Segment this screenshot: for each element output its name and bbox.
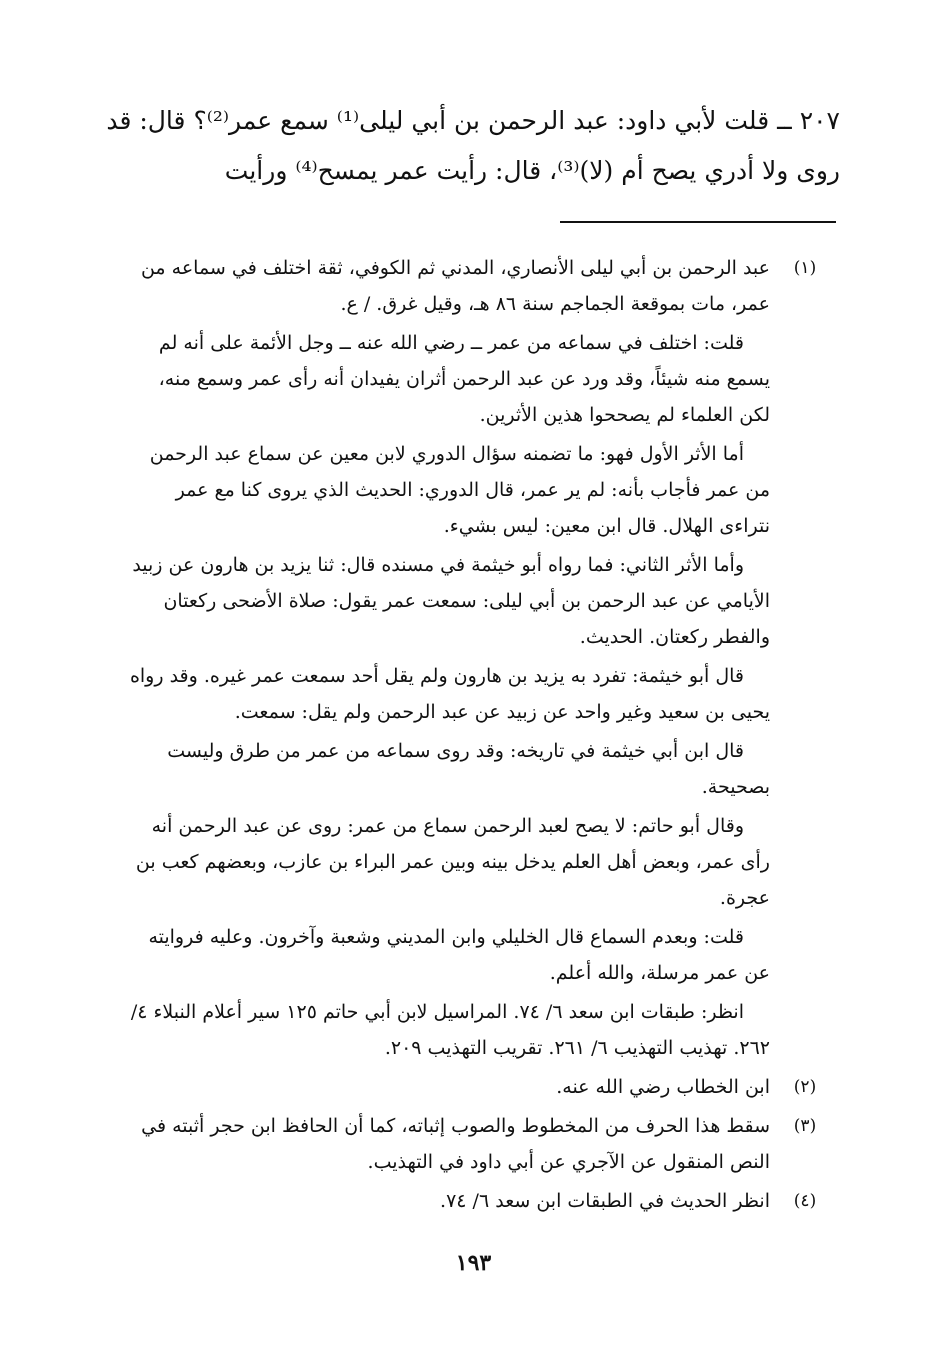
footnote-3 — [128, 1108, 838, 1180]
footnote-paragraph: قال أبو خيثمة: تفرد به يزيد بن هارون ولم يقل أحد سمعت عمر غيره. وقد رواه يحيى بن سعيد وغير واحد عن زبيد عن عبد الرحمن ولم يقل: سمعت. — [129, 665, 770, 723]
footnotes — [128, 250, 838, 1222]
footnote-paragraph: سقط هذا الحرف من المخطوط والصوب إثباته، كما أن الحافظ ابن حجر أثبته في النص المنقول عن الآجري عن أبي داود في التهذيب. — [141, 1115, 770, 1173]
footnote-paragraph: انظر الحديث في الطبقات ابن سعد ٦/ ٧٤. — [440, 1190, 770, 1212]
page-number: ١٩٣ — [455, 1250, 492, 1276]
footnote-paragraph: قلت: وبعدم السماع قال الخليلي وابن المديني وشعبة وآخرون. وعليه فروايته عن عمر مرسلة، والله أعلم. — [148, 926, 770, 984]
footnote-number: (٢) — [793, 1077, 817, 1097]
footnote-paragraph: أما الأثر الأول فهو: ما تضمنه سؤال الدوري لابن معين عن سماع عبد الرحمن من عمر فأجاب بأنه: لم ير عمر، قال الدوري: الحديث الذي يروى كنا مع عمر نتراءى الهلال. قال ابن معين: ليس بشيء. — [149, 443, 770, 537]
main-text — [106, 96, 840, 196]
footnote-number: (١) — [793, 258, 817, 278]
footnote-paragraph: ابن الخطاب رضي الله عنه. — [556, 1076, 770, 1098]
main-text-line: ٢٠٧ ــ قلت لأبي داود: عبد الرحمن بن أبي ليلى⁽¹⁾ سمع عمر⁽²⁾؟ قال: قد — [106, 106, 840, 135]
footnote-number: (٤) — [793, 1191, 817, 1211]
footnote-paragraph: وقال أبو حاتم: لا يصح لعبد الرحمن سماع من عمر: روى عن عبد الرحمن أنه رأى عمر، وبعض أهل العلم يدخل بينه وبين عمر البراء بن عازب، وبعضهم كعب بن عجرة. — [135, 815, 770, 909]
footnote-paragraph: عبد الرحمن بن أبي ليلى الأنصاري، المدني ثم الكوفي، ثقة اختلف في سماعه من عمر، مات بموقعة الجماجم سنة ٨٦ هـ، وقيل غرق. / ع. — [140, 257, 770, 315]
footnote-paragraph: قلت: اختلف في سماعه من عمر ــ رضي الله عنه ــ وجل الأئمة على أنه لم يسمع منه شيئاً، وقد ورد عن عبد الرحمن أثران يفيدان أنه رأى عمر وسمع منه، لكن العلماء لم يصححوا هذين الأثرين. — [158, 332, 770, 426]
footnote-4 — [128, 1183, 838, 1219]
footnote-paragraph: وأما الأثر الثاني: فما رواه أبو خيثمة في مسنده قال: ثنا يزيد بن هارون عن زبيد الأيامي عن عبد الرحمن بن أبي ليلى: سمعت عمر يقول: صلاة الأضحى ركعتان والفطر ركعتان. الحديث. — [132, 554, 770, 648]
footnote-number: (٣) — [793, 1116, 817, 1136]
footnote-separator — [560, 221, 836, 223]
footnote-paragraph: انظر: طبقات ابن سعد ٦/ ٧٤. المراسيل لابن أبي حاتم ١٢٥ سير أعلام النبلاء ٤/ ٢٦٢. تهذيب التهذيب ٦/ ٢٦١. تقريب التهذيب ٢٠٩. — [130, 1001, 770, 1059]
footnote-2 — [128, 1069, 838, 1105]
footnote-paragraph: قال ابن أبي خيثمة في تاريخه: وقد روى سماعه من عمر من طرق وليست بصحيحة. — [167, 740, 770, 798]
footnote-1 — [128, 250, 838, 1066]
main-text-line: روى ولا أدري يصح أم (لا)⁽³⁾، قال: رأيت عمر يمسح⁽⁴⁾ ورأيت — [224, 156, 840, 185]
